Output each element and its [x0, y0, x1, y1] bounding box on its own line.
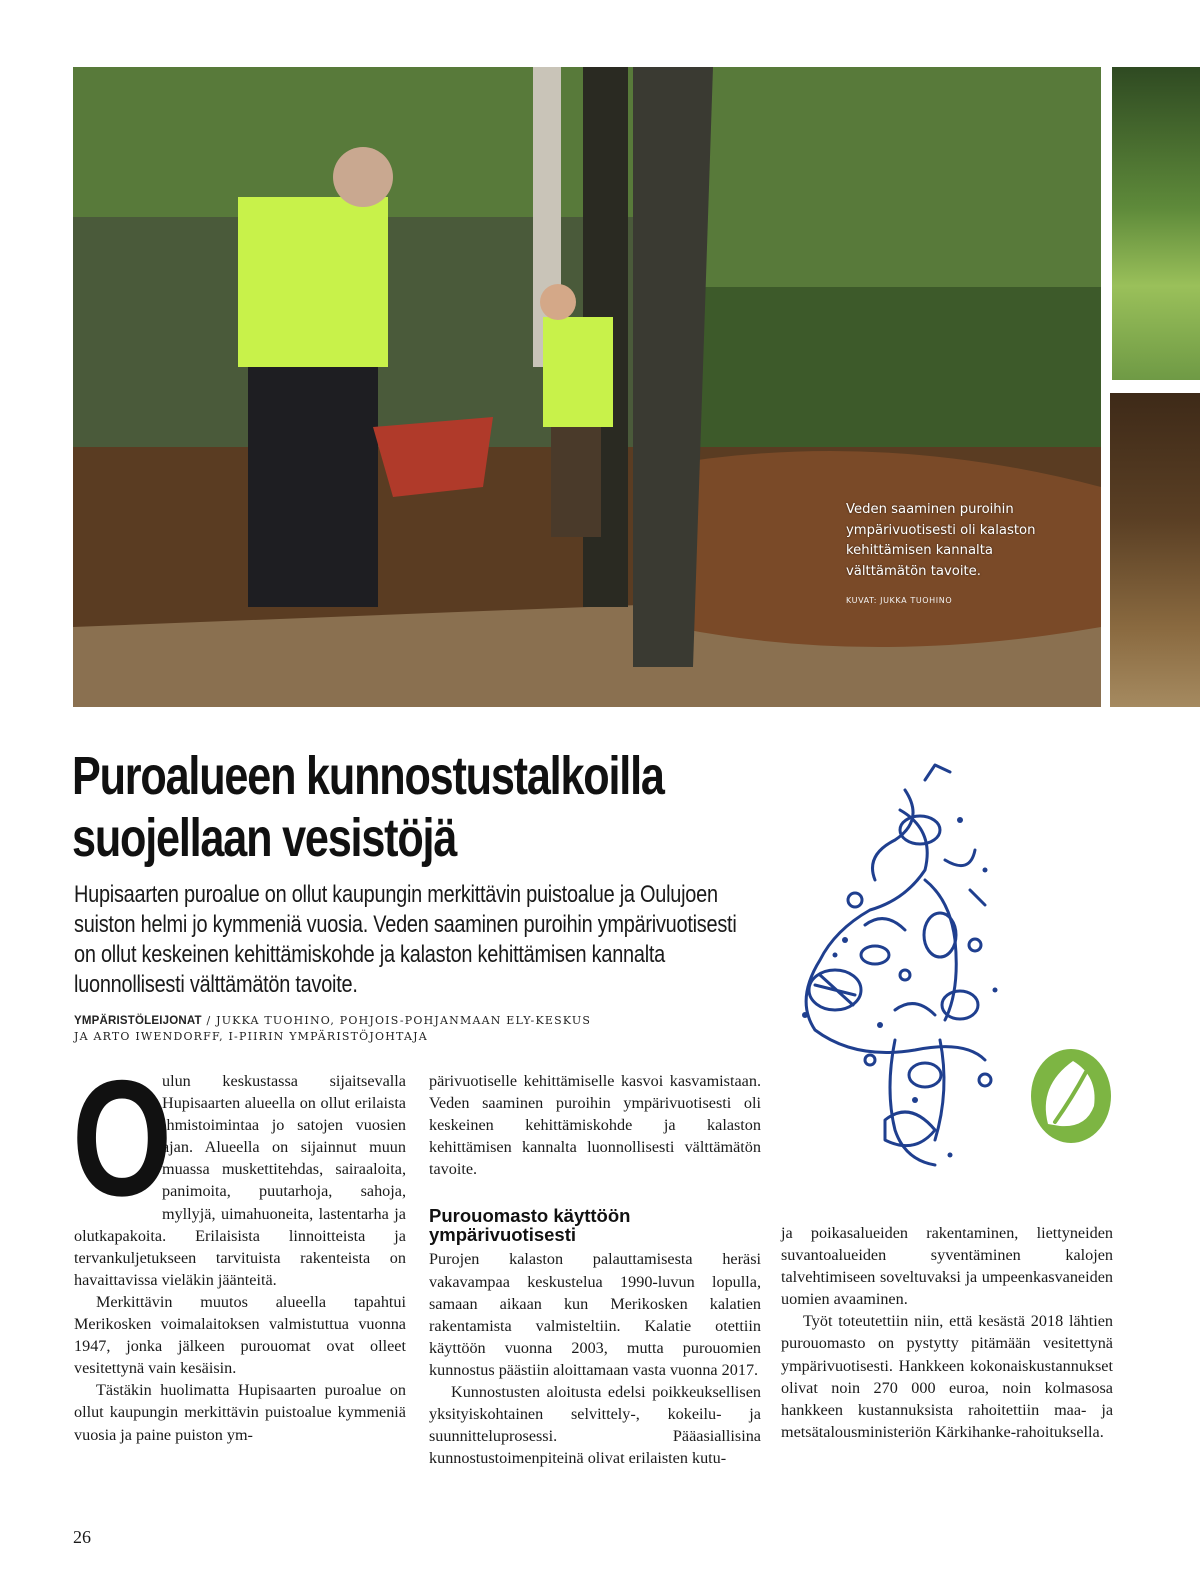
headline-line-1: Puroalueen kunnostustalkoilla — [72, 746, 664, 806]
col1-paragraph-2: Merkittävin muutos alueella tapahtui Merikosken voimalaitoksen valmistuttua vuonna 1947, jonka jälkeen purouomat ovat olleet vesitettynä vain kesäisin. — [74, 1292, 406, 1378]
side-photo-top — [1112, 67, 1200, 380]
page-number: 26 — [73, 1527, 91, 1547]
col1-paragraph-3: Tästäkin huolimatta Hupisaarten puroalue on ollut kaupungin merkittävin puistoalue kymmeniä vuosia ja paine puiston ym- — [74, 1381, 406, 1444]
photo-illustration — [73, 67, 1101, 707]
main-photo — [73, 67, 1101, 707]
side-photo-bottom — [1110, 393, 1200, 707]
col1-paragraph-1: ulun keskustassa sijaitsevalla Hupisaarten alueella on ollut erilaista ihmistoimintaa jo satojen vuosien ajan. Alueella on sijainnut muun muassa muskettitehdas, sairaaloita, panimoita, puutarhoja, sahoja, myllyjä, uimahuoneita, lastentarha ja olutkapakoita. Erilaisista linnoitteista ja tervankuljetukseen tarvituista rakenteista on havaittavissa vieläkin jäänteitä. — [74, 1072, 406, 1289]
byline-authors-2: JA ARTO IWENDORFF, I-PIIRIN YMPÄRISTÖJOHTAJA — [74, 1030, 428, 1043]
byline-tag: YMPÄRISTÖLEIJONAT — [74, 1015, 202, 1027]
col3-paragraph-2: Työt toteutettiin niin, että kesästä 2018 lähtien purouomasto on pystytty pitämään vesitettynä ympärivuotisesti. Hankkeen kokonaiskustannukset olivat noin 270 000 euroa, noin kolmasosa hankkeen kustannuksista rahoitettiin maa- ja metsätalousministeriön Kärkihanke-rahoituksella. — [781, 1312, 1113, 1441]
body-column-2 — [429, 1070, 761, 1469]
photo-caption: Veden saaminen puroihin ympärivuotisesti oli kalaston kehittämisen kannalta välttämätön tavoite. — [846, 502, 1036, 579]
headline — [72, 745, 664, 869]
col3-paragraph-1: ja poikasalueiden rakentaminen, liettyneiden suvantoalueiden syventäminen kalojen talvehtimiseen soveltuvaksi ja umpeenkasvaneiden uomien avaaminen. — [781, 1224, 1113, 1309]
aquatic-life-illustration — [775, 760, 1035, 1180]
headline-line-2: suojellaan vesistöjä — [72, 808, 457, 868]
col2-paragraph-1: pärivuotiselle kehittämiselle kasvoi kasvamistaan. Veden saaminen puroihin ympärivuotisesti oli keskeinen kehittämiskohde ja kalaston kehittämisen kannalta luonnollisesti välttämätön tavoite. — [429, 1072, 761, 1179]
byline — [74, 1013, 634, 1045]
photo-credit: KUVAT: JUKKA TUOHINO — [846, 596, 953, 605]
drop-cap: O — [72, 1046, 173, 1230]
byline-authors-1: / JUKKA TUOHINO, POHJOIS-POHJANMAAN ELY-KESKUS — [201, 1014, 592, 1027]
leaf-logo-icon — [1028, 1046, 1114, 1146]
col2-paragraph-3: Kunnostusten aloitusta edelsi poikkeuksellisen yksityiskohtainen selvittely-, kokeilu- ja suunnitteluprosessi. Pääasiallisina kunnostustoimenpiteinä olivat erilaisten kutu- — [429, 1383, 761, 1468]
body-column-1 — [72, 1046, 406, 1446]
body-column-3 — [781, 1222, 1113, 1443]
col2-paragraph-2: Purojen kalaston palauttamisesta heräsi vakavampaa keskustelua 1990-luvun lopulla, samaan aikaan kun Merikosken kalatien rakentamista valmisteltiin. Kalatie otettiin käyttöön vuonna 2003, mutta purouomien kunnostus päästiin aloittamaan vasta vuonna 2017. — [429, 1250, 761, 1379]
subheading: Purouomasto käyttöön ympärivuotisesti — [429, 1205, 631, 1246]
lead-paragraph: Hupisaarten puroalue on ollut kaupungin merkittävin puistoalue ja Oulujoen suiston helmi jo kymmeniä vuosia. Veden saaminen puroihin ympärivuotisesti on ollut keskeinen kehittämiskohde ja kalaston kehittämisen kannalta luonnollisesti välttämätön tavoite. — [74, 881, 737, 998]
